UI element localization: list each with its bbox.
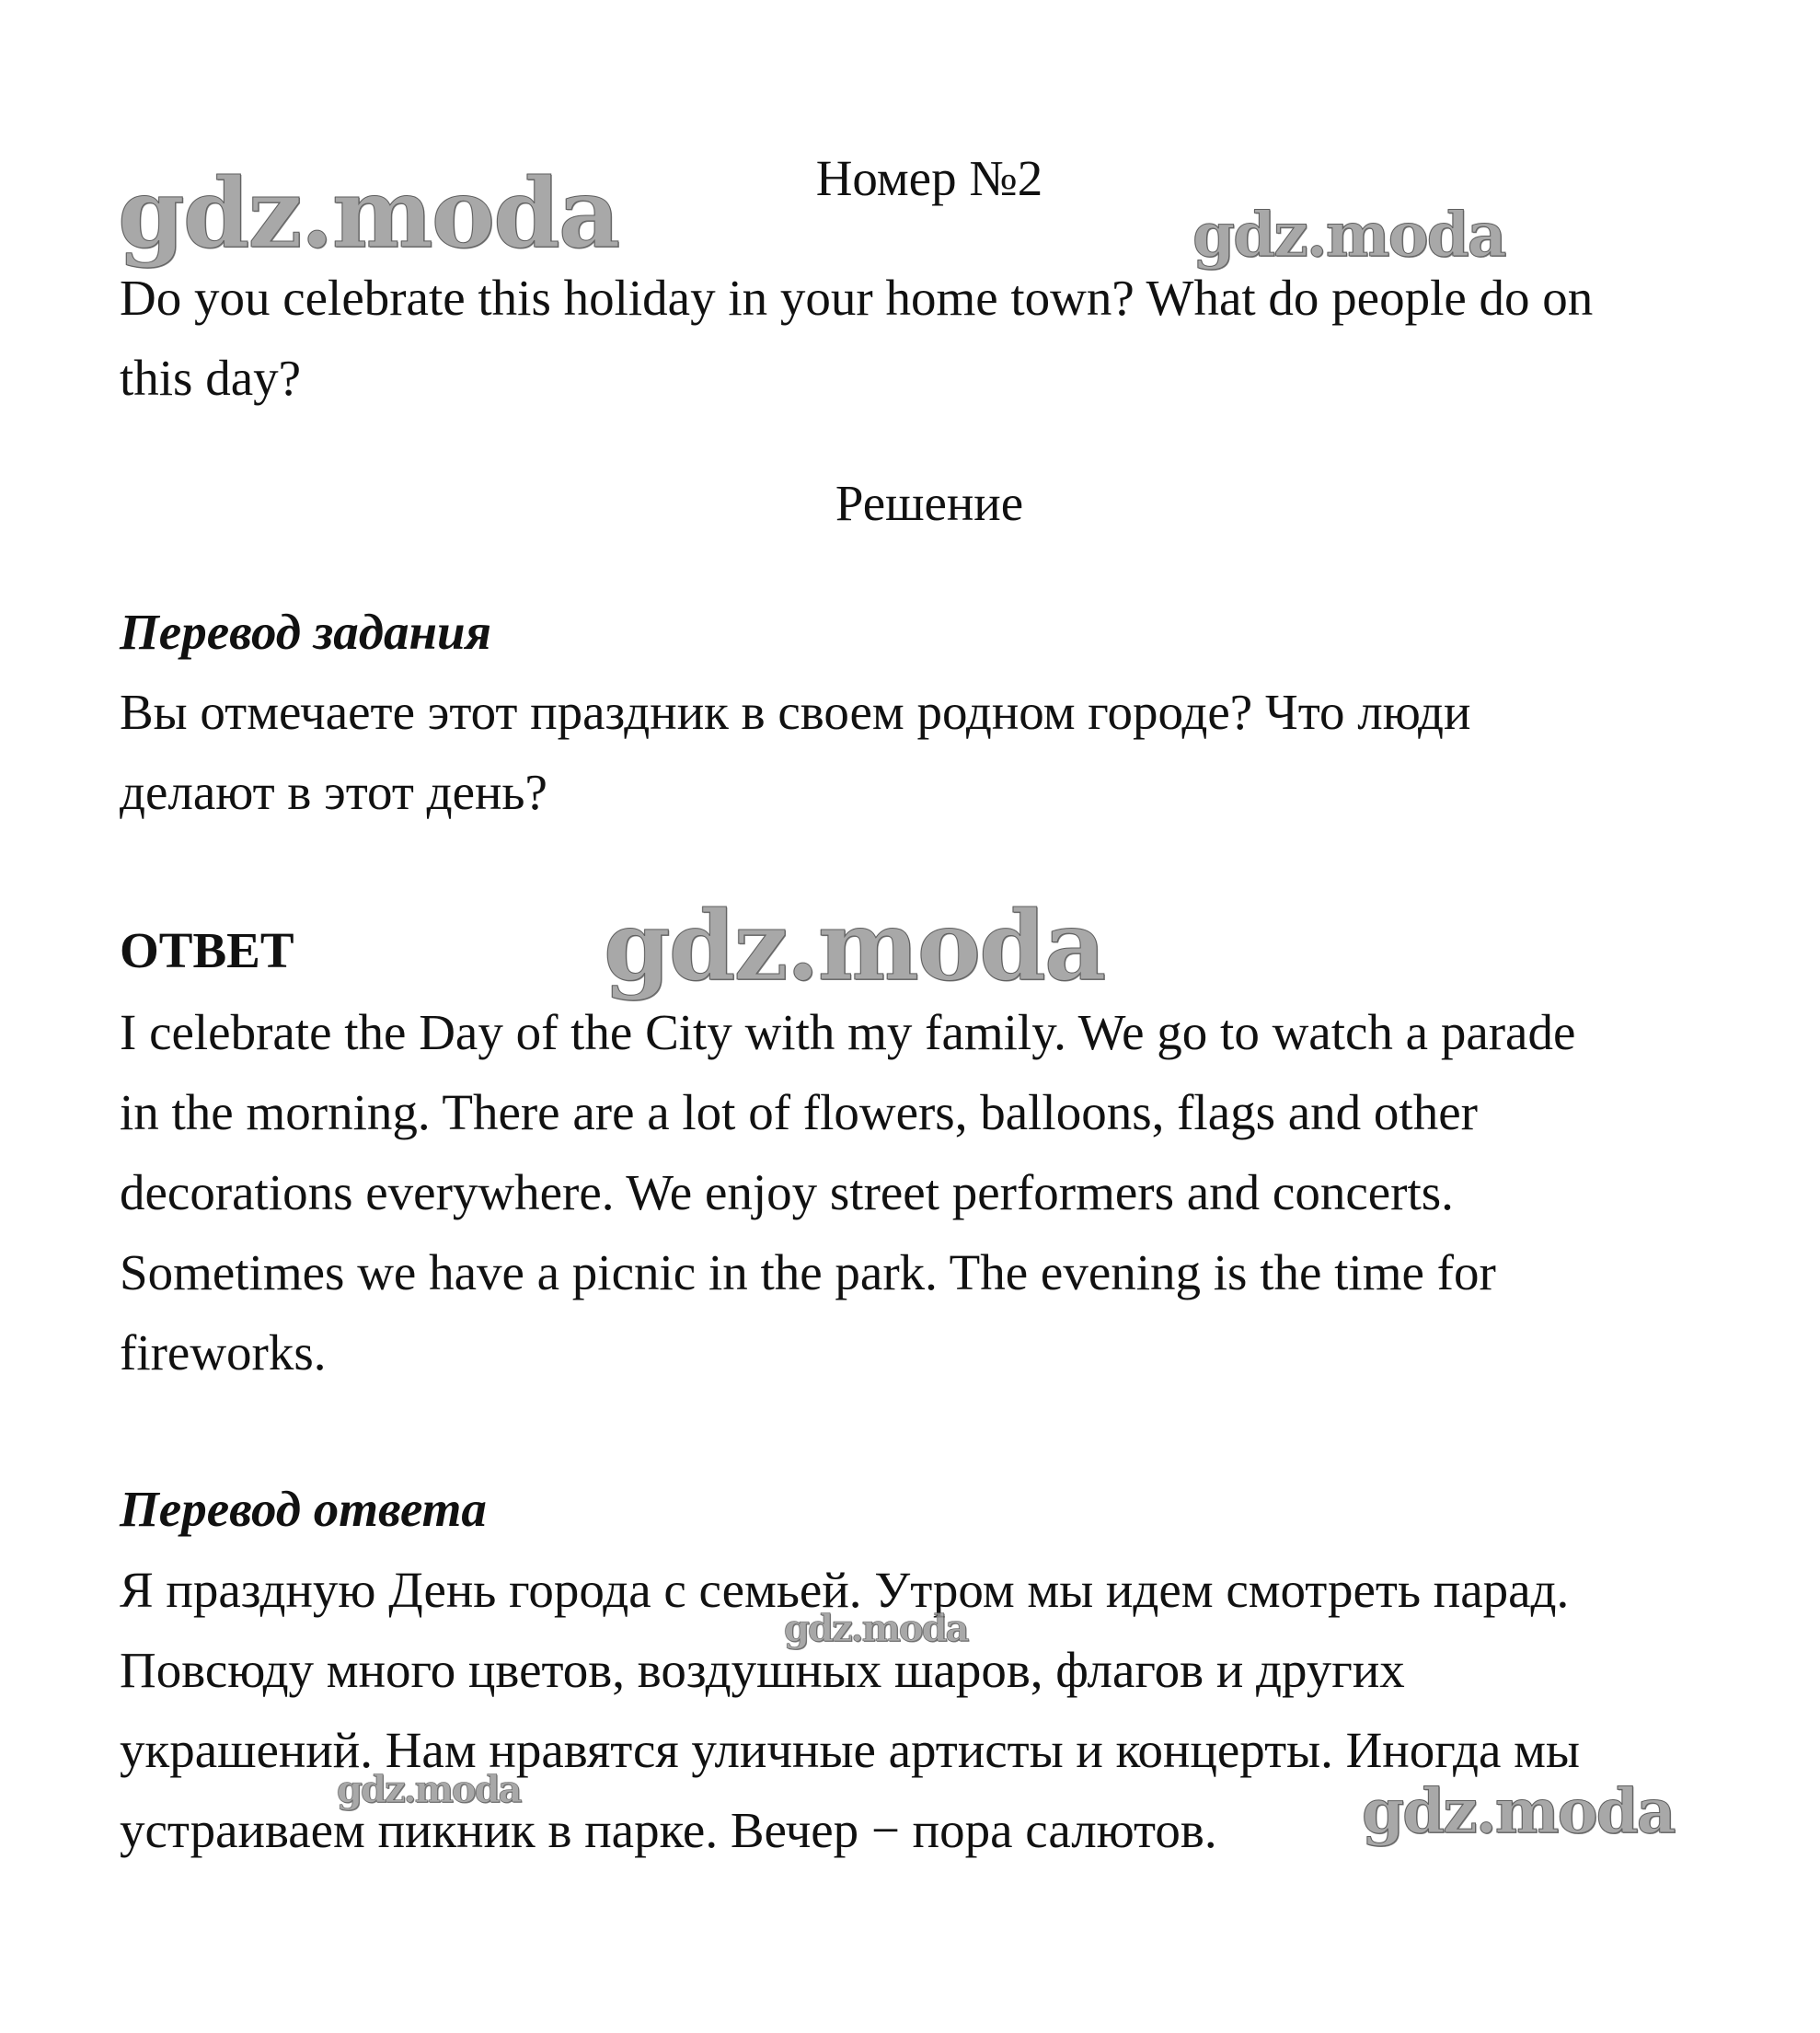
question-line-1: Do you celebrate this holiday in your home town? What do people do on — [120, 270, 1594, 326]
answer-heading: ОТВЕТ — [120, 922, 294, 978]
answer-translation-line-2: Повсюду много цветов, воздушных шаров, флагов и других — [120, 1642, 1405, 1698]
watermark-logo: gdz.moda — [337, 1768, 521, 1811]
watermark-logo: gdz.moda — [604, 889, 1105, 1002]
watermark-logo: gdz.moda — [1362, 1775, 1675, 1847]
watermark-logo: gdz.moda — [1192, 199, 1505, 271]
exercise-number-title: Номер №2 — [815, 150, 1043, 206]
watermark-logo: gdz.moda — [118, 156, 619, 270]
answer-line-2: in the morning. There are a lot of flowers, balloons, flags and other — [120, 1084, 1478, 1140]
answer-translation-line-1: Я праздную День города с семьей. Утром мы идем смотреть парад. — [120, 1562, 1570, 1618]
solution-heading: Решение — [835, 475, 1024, 531]
watermark-logo: gdz.moda — [784, 1607, 968, 1650]
answer-line-3: decorations everywhere. We enjoy street performers and concerts. — [120, 1164, 1454, 1220]
answer-line-4: Sometimes we have a picnic in the park. The evening is the time for — [120, 1244, 1496, 1300]
answer-translation-heading: Перевод ответа — [120, 1481, 487, 1537]
answer-translation-line-4: устраиваем пикник в парке. Вечер − пора салютов. — [120, 1802, 1217, 1858]
task-translation-line-1: Вы отмечаете этот праздник в своем родном городе? Что люди — [120, 684, 1471, 740]
task-translation-heading: Перевод задания — [120, 604, 491, 660]
answer-translation-line-3: украшений. Нам нравятся уличные артисты и концерты. Иногда мы — [120, 1722, 1580, 1778]
answer-line-1: I celebrate the Day of the City with my family. We go to watch a parade — [120, 1004, 1576, 1060]
task-translation-line-2: делают в этот день? — [120, 764, 547, 820]
question-line-2: this day? — [120, 350, 302, 406]
answer-line-5: fireworks. — [120, 1324, 327, 1380]
